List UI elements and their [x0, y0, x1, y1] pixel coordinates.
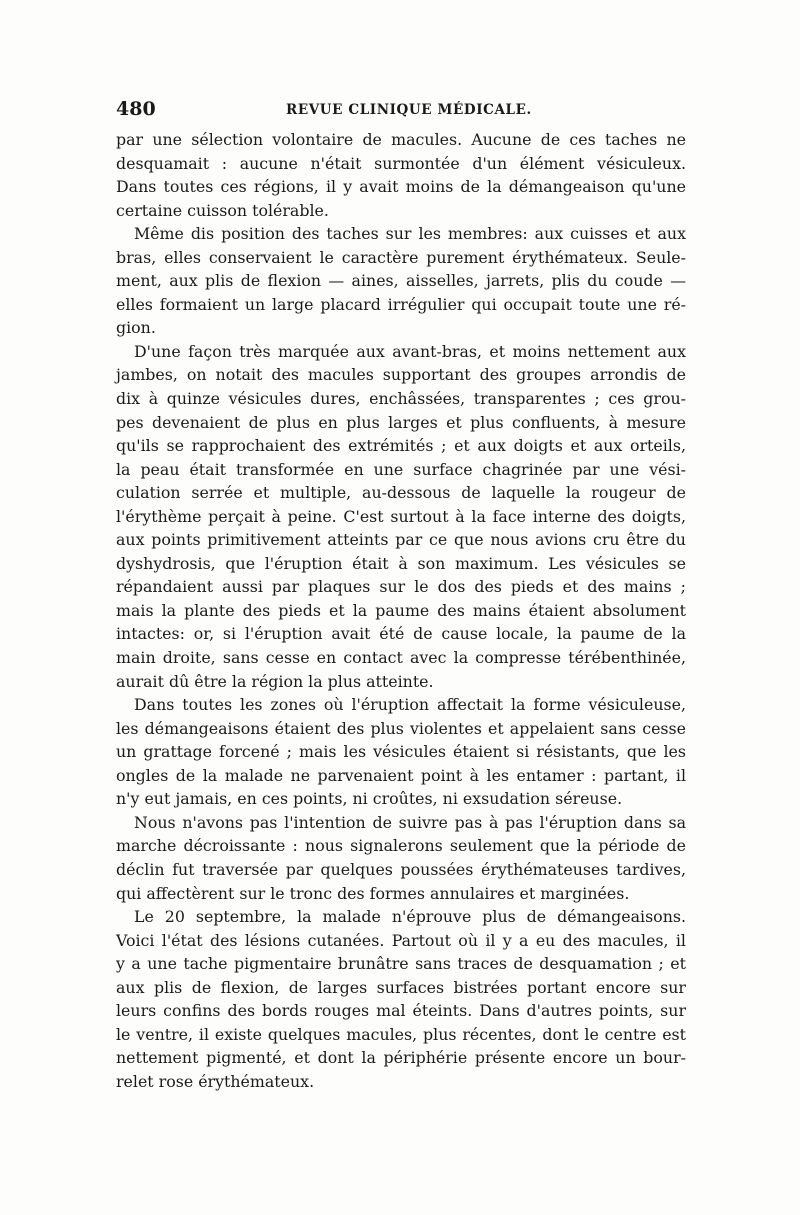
text-line: certaine cuisson tolérable.	[116, 200, 329, 220]
text-line: leurs confins des bords rouges mal éteints. Dans d'autres points, sur	[116, 1001, 686, 1021]
text-line: dix à quinze vésicules dures, enchâssées, transparentes ; ces grou-	[116, 389, 686, 409]
text-line: ment, aux plis de flexion — aines, aisselles, jarrets, plis du coude —	[116, 271, 686, 291]
text-line: un grattage forcené ; mais les vésicules étaient si résistants, que les	[116, 742, 686, 762]
text-line: qu'ils se rapprochaient des extrémités ; et aux doigts et aux orteils,	[116, 436, 686, 456]
text-line: Même dis position des taches sur les membres: aux cuisses et aux	[134, 224, 686, 244]
text-line: répandaient aussi par plaques sur le dos des pieds et des mains ;	[116, 577, 686, 597]
text-line: par une sélection volontaire de macules. Aucune de ces taches ne	[116, 130, 686, 149]
text-line: nettement pigmenté, et dont la périphérie présente encore un bour-	[116, 1048, 686, 1068]
text-line: culation serrée et multiple, au-dessous de laquelle la rougeur de	[116, 483, 686, 503]
text-line: n'y eut jamais, en ces points, ni croûtes, ni exsudation séreuse.	[116, 789, 623, 809]
text-line: l'érythème perçait à peine. C'est surtout à la face interne des doigts,	[116, 506, 686, 526]
text-line: Voici l'état des lésions cutanées. Partout où il y a eu des macules, il	[116, 930, 686, 950]
text-line: aux plis de flexion, de larges surfaces bistrées portant encore sur	[116, 977, 686, 997]
page-number: 480	[116, 98, 156, 120]
text-line: aurait dû être la région la plus atteinte.	[116, 671, 434, 691]
text-line: dyshydrosis, que l'éruption était à son maximum. Les vésicules se	[116, 553, 686, 573]
text-line: Dans toutes ces régions, il y avait moins de la démangeaison qu'une	[116, 177, 686, 197]
text-line: Le 20 septembre, la malade n'éprouve plus de démangeaisons.	[134, 907, 686, 927]
text-line: D'une façon très marquée aux avant-bras, et moins nettement aux	[134, 341, 686, 361]
text-line: intactes: or, si l'éruption avait été de cause locale, la paume de la	[116, 624, 686, 644]
text-line: gion.	[116, 318, 156, 338]
text-line: desquamait : aucune n'était surmontée d'un élément vésiculeux.	[116, 153, 686, 173]
text-line: bras, elles conservaient le caractère purement érythémateux. Seule-	[116, 247, 686, 267]
text-line: Dans toutes les zones où l'éruption affectait la forme vésiculeuse,	[134, 695, 686, 715]
text-line: elles formaient un large placard irrégulier qui occupait toute une ré-	[116, 294, 686, 314]
text-line: la peau était transformée en une surface chagrinée par une vési-	[116, 459, 686, 479]
text-line: pes devenaient de plus en plus larges et plus confluents, à mesure	[116, 412, 686, 432]
text-line: déclin fut traversée par quelques poussées érythémateuses tardives,	[116, 859, 686, 879]
text-line: qui affectèrent sur le tronc des formes annulaires et marginées.	[116, 883, 630, 903]
body-text	[116, 128, 686, 1093]
text-line: Nous n'avons pas l'intention de suivre pas à pas l'éruption dans sa	[134, 812, 686, 832]
text-line: aux points primitivement atteints par ce que nous avions cru être du	[116, 530, 686, 550]
text-line: jambes, on notait des macules supportant des groupes arrondis de	[116, 365, 686, 385]
text-line: mais la plante des pieds et la paume des mains étaient absolument	[116, 600, 686, 620]
text-line: y a une tache pigmentaire brunâtre sans traces de desquamation ; et	[116, 954, 686, 974]
text-line: marche décroissante : nous signalerons seulement que la période de	[116, 836, 686, 856]
page-header	[116, 97, 686, 121]
text-line: le ventre, il existe quelques macules, plus récentes, dont le centre est	[116, 1024, 686, 1044]
text-line: relet rose érythémateux.	[116, 1071, 315, 1091]
running-head: REVUE CLINIQUE MÉDICALE.	[286, 102, 532, 118]
text-line: les démangeaisons étaient des plus violentes et appelaient sans cesse	[116, 718, 686, 738]
text-line: ongles de la malade ne parvenaient point à les entamer : partant, il	[116, 765, 686, 785]
text-line: main droite, sans cesse en contact avec la compresse térébenthinée,	[116, 648, 686, 668]
